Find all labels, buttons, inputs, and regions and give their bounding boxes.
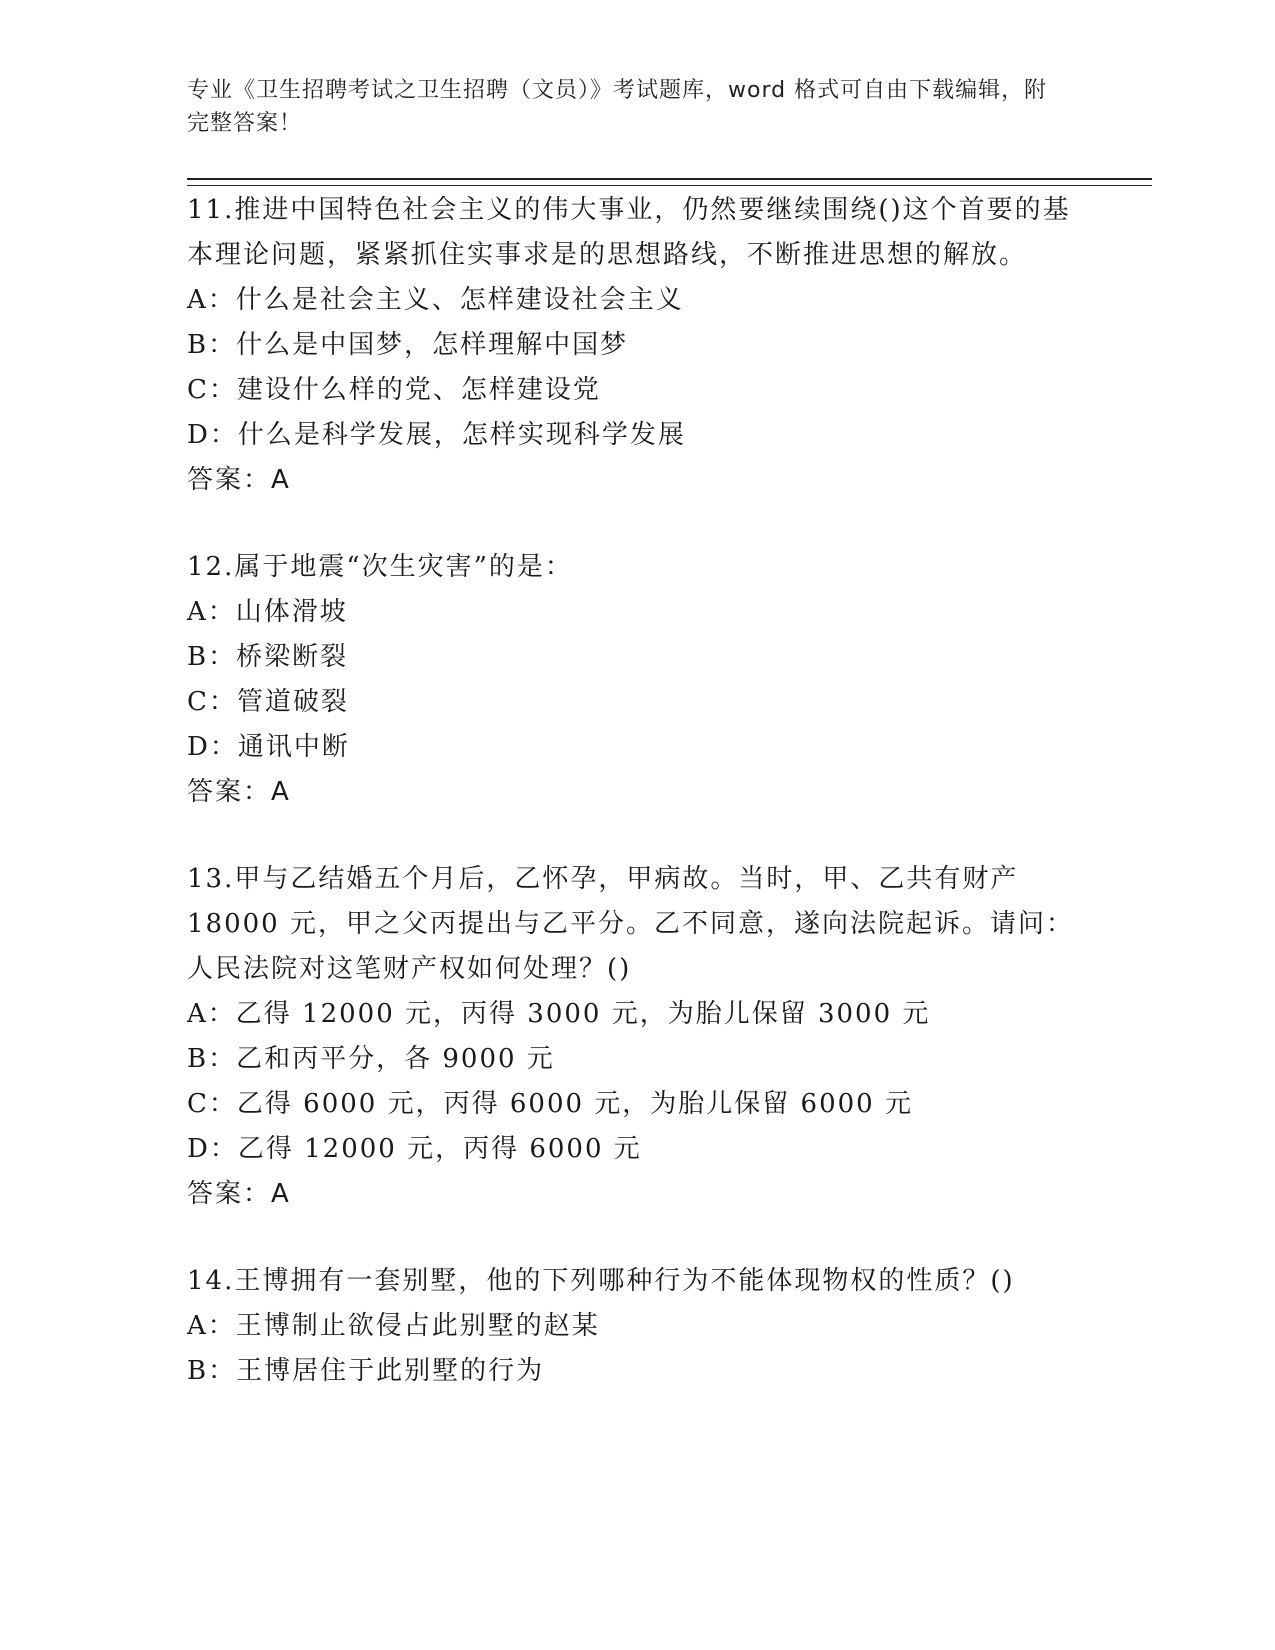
option-b: B：乙和丙平分，各 9000 元 — [187, 1044, 555, 1074]
option-d: D：乙得 12000 元，丙得 6000 元 — [187, 1134, 642, 1164]
answer-label: 答案：A — [187, 777, 291, 807]
question-list — [187, 188, 1087, 1436]
header-text: 专业《卫生招聘考试之卫生招聘（文员）》考试题库，word 格式可自由下载编辑，附完整答案！ — [187, 78, 1048, 136]
option-d: D：通讯中断 — [187, 732, 350, 762]
option-b: B：王博居住于此别墅的行为 — [187, 1356, 545, 1386]
document-header — [187, 74, 1067, 140]
question-stem: 14.王博拥有一套别墅，他的下列哪种行为不能体现物权的性质？() — [187, 1266, 1015, 1296]
option-c: C：乙得 6000 元，丙得 6000 元，为胎儿保留 6000 元 — [187, 1089, 913, 1119]
answer-label: 答案：A — [187, 1179, 291, 1209]
option-a: A：王博制止欲侵占此别墅的赵某 — [187, 1311, 600, 1341]
question-stem: 11.推进中国特色社会主义的伟大事业，仍然要继续围绕()这个首要的基本理论问题，紧紧抓住实事求是的思想路线，不断推进思想的解放。 — [187, 195, 1071, 270]
question-11 — [187, 188, 1087, 503]
option-c: C：管道破裂 — [187, 687, 349, 717]
option-b: B：什么是中国梦，怎样理解中国梦 — [187, 330, 629, 360]
option-b: B：桥梁断裂 — [187, 642, 349, 672]
question-13 — [187, 857, 1087, 1217]
option-a: A：山体滑坡 — [187, 597, 348, 627]
option-a: A：乙得 12000 元，丙得 3000 元，为胎儿保留 3000 元 — [187, 999, 931, 1029]
header-divider — [187, 178, 1152, 186]
option-d: D：什么是科学发展，怎样实现科学发展 — [187, 420, 686, 450]
option-c: C：建设什么样的党、怎样建设党 — [187, 375, 601, 405]
option-a: A：什么是社会主义、怎样建设社会主义 — [187, 285, 684, 315]
question-14 — [187, 1259, 1087, 1394]
question-12 — [187, 545, 1087, 815]
question-stem: 12.属于地震“次生灾害”的是： — [187, 552, 573, 582]
answer-label: 答案：A — [187, 465, 291, 495]
question-stem: 13.甲与乙结婚五个月后，乙怀孕，甲病故。当时，甲、乙共有财产 18000 元，甲之父丙提出与乙平分。乙不同意，遂向法院起诉。请问：人民法院对这笔财产权如何处理？() — [187, 864, 1074, 984]
